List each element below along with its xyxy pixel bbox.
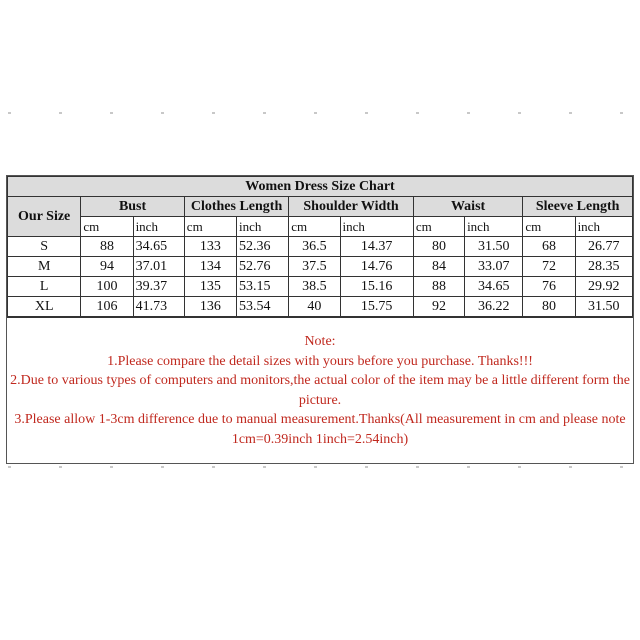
value-cell: 31.50 [575,297,632,317]
our-size-header: Our Size [8,197,81,237]
value-cell: 68 [523,237,575,257]
group-header-bust: Bust [81,197,184,217]
value-cell: 31.50 [465,237,523,257]
size-chart [6,175,634,464]
size-cell: XL [8,297,81,317]
value-cell: 92 [413,297,464,317]
unit-inch: inch [575,217,632,237]
value-cell: 28.35 [575,257,632,277]
chart-title: Women Dress Size Chart [8,177,633,197]
value-cell: 84 [413,257,464,277]
value-cell: 36.5 [289,237,340,257]
value-cell: 94 [81,257,133,277]
unit-cm: cm [413,217,464,237]
value-cell: 15.16 [340,277,413,297]
value-cell: 80 [413,237,464,257]
value-cell: 135 [184,277,236,297]
size-table [7,176,633,317]
value-cell: 52.36 [237,237,289,257]
notes-section [7,317,633,463]
value-cell: 29.92 [575,277,632,297]
value-cell: 34.65 [465,277,523,297]
note-line-2: 2.Due to various types of computers and monitors,the actual color of the item may be a little different form the picture. [10,373,630,408]
table-row [8,257,633,277]
size-cell: S [8,237,81,257]
dotted-guide-bottom [0,466,640,468]
table-row [8,297,633,317]
value-cell: 15.75 [340,297,413,317]
value-cell: 34.65 [133,237,184,257]
size-cell: M [8,257,81,277]
value-cell: 33.07 [465,257,523,277]
unit-cm: cm [289,217,340,237]
value-cell: 52.76 [237,257,289,277]
unit-cm: cm [184,217,236,237]
value-cell: 39.37 [133,277,184,297]
value-cell: 41.73 [133,297,184,317]
dotted-guide-top [0,112,640,114]
value-cell: 53.15 [237,277,289,297]
unit-inch: inch [340,217,413,237]
group-header-sleeve-length: Sleeve Length [523,197,633,217]
group-header-shoulder-width: Shoulder Width [289,197,414,217]
value-cell: 88 [81,237,133,257]
unit-inch: inch [237,217,289,237]
value-cell: 106 [81,297,133,317]
value-cell: 133 [184,237,236,257]
unit-cm: cm [523,217,575,237]
table-row [8,277,633,297]
unit-cm: cm [81,217,133,237]
value-cell: 38.5 [289,277,340,297]
group-header-waist: Waist [413,197,523,217]
value-cell: 88 [413,277,464,297]
unit-inch: inch [133,217,184,237]
value-cell: 36.22 [465,297,523,317]
value-cell: 26.77 [575,237,632,257]
note-line-3: 3.Please allow 1-3cm difference due to manual measurement.Thanks(All measurement in cm and please note 1cm=0.39inch 1inch=2.54inch) [14,412,626,447]
value-cell: 72 [523,257,575,277]
value-cell: 134 [184,257,236,277]
value-cell: 100 [81,277,133,297]
size-cell: L [8,277,81,297]
table-row [8,237,633,257]
value-cell: 14.76 [340,257,413,277]
value-cell: 37.5 [289,257,340,277]
value-cell: 37.01 [133,257,184,277]
notes-heading: Note: [304,334,336,349]
note-line-1: 1.Please compare the detail sizes with yours before you purchase. Thanks!!! [107,353,533,369]
unit-inch: inch [465,217,523,237]
value-cell: 14.37 [340,237,413,257]
value-cell: 136 [184,297,236,317]
value-cell: 80 [523,297,575,317]
value-cell: 40 [289,297,340,317]
group-header-clothes-length: Clothes Length [184,197,288,217]
value-cell: 53.54 [237,297,289,317]
value-cell: 76 [523,277,575,297]
